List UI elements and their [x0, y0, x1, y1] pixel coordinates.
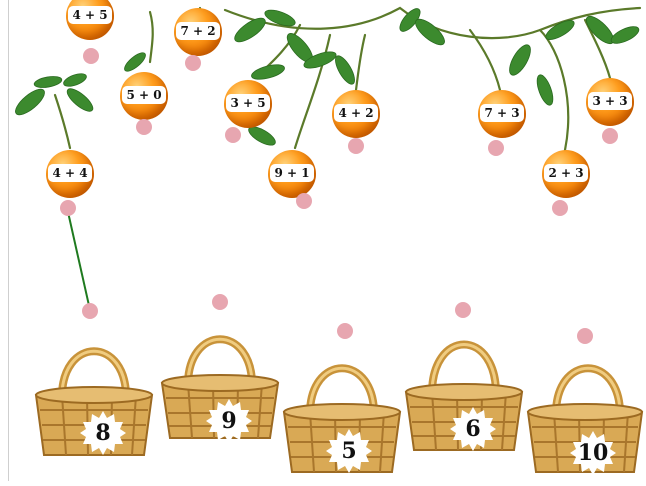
orange-dot[interactable]: [488, 140, 504, 156]
orange-problem: [586, 78, 634, 126]
orange-label: 4 + 4: [48, 164, 92, 182]
orange-label: 5 + 0: [122, 86, 166, 104]
basket-dot[interactable]: [212, 294, 228, 310]
orange-problem: [542, 150, 590, 198]
orange-problem: [332, 90, 380, 138]
orange-problem: [478, 90, 526, 138]
orange-problem: [46, 150, 94, 198]
orange-dot[interactable]: [552, 200, 568, 216]
basket-dot[interactable]: [577, 328, 593, 344]
basket-number: 6: [465, 416, 481, 442]
basket-dot[interactable]: [455, 302, 471, 318]
basket-number-badge: [326, 428, 372, 474]
orange-label: 3 + 3: [588, 92, 632, 110]
orange-label: 2 + 3: [544, 164, 588, 182]
orange-label: 3 + 5: [226, 94, 270, 112]
orange-label: 7 + 2: [176, 22, 220, 40]
orange-label: 9 + 1: [270, 164, 314, 182]
basket-number-badge: [570, 430, 616, 476]
orange-label: 7 + 3: [480, 104, 524, 122]
basket-number: 9: [221, 408, 237, 434]
basket-number: 8: [95, 420, 111, 446]
orange-dot[interactable]: [185, 55, 201, 71]
orange-dot[interactable]: [348, 138, 364, 154]
orange-problem: [174, 8, 222, 56]
basket-number-badge: [80, 410, 126, 456]
orange-dot[interactable]: [296, 193, 312, 209]
basket-number-badge: [206, 398, 252, 444]
basket-number: 10: [577, 440, 609, 466]
orange-dot[interactable]: [136, 119, 152, 135]
orange-dot[interactable]: [602, 128, 618, 144]
orange-problem: [224, 80, 272, 128]
basket-number-badge: [450, 406, 496, 452]
orange-problem: [120, 72, 168, 120]
orange-dot[interactable]: [83, 48, 99, 64]
basket-dot[interactable]: [82, 303, 98, 319]
orange-label: 4 + 5: [68, 6, 112, 24]
basket-number: 5: [341, 438, 357, 464]
orange-dot[interactable]: [225, 127, 241, 143]
orange-problem: [268, 150, 316, 198]
basket-dot[interactable]: [337, 323, 353, 339]
connection-line: [68, 212, 90, 310]
orange-label: 4 + 2: [334, 104, 378, 122]
orange-dot[interactable]: [60, 200, 76, 216]
